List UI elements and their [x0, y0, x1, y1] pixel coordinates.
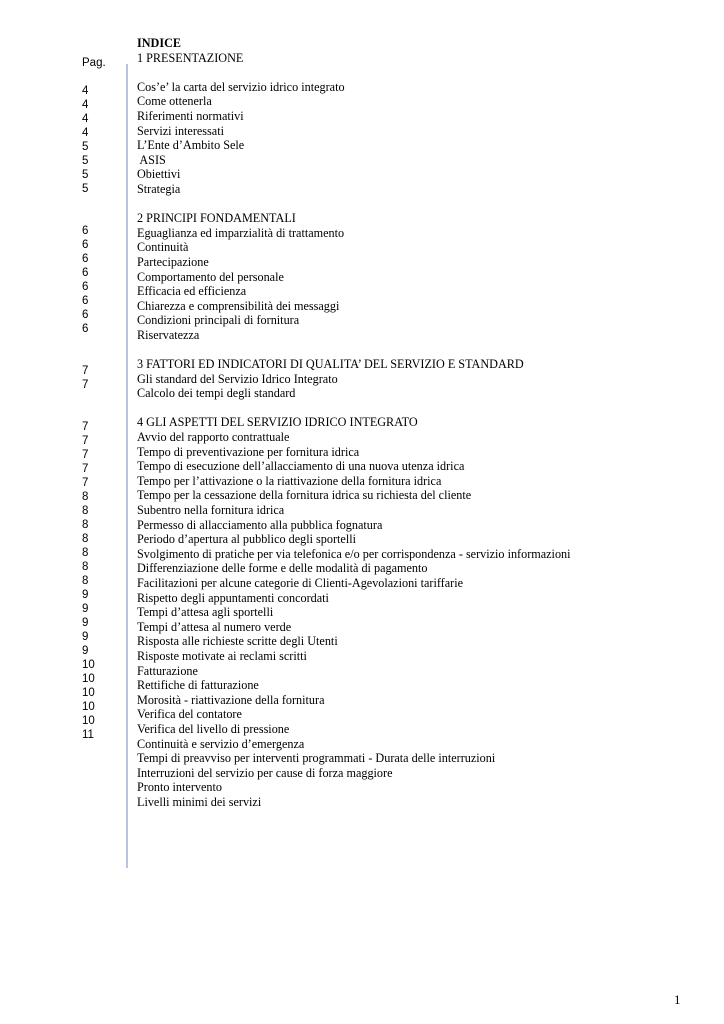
toc-title: INDICE [137, 36, 182, 50]
page-ref: 6 [82, 281, 89, 293]
page-ref: 8 [82, 533, 89, 545]
page-ref: 5 [82, 169, 89, 181]
page-ref: 8 [82, 491, 89, 503]
page-ref [82, 406, 106, 420]
toc-entry[interactable]: 2 PRINCIPI FONDAMENTALI [137, 211, 296, 226]
page-ref: 7 [82, 463, 89, 475]
toc-entry[interactable]: Subentro nella fornitura idrica [137, 503, 285, 517]
toc-entry[interactable]: Risposta alle richieste scritte degli Utenti [137, 634, 338, 649]
page-number-list [82, 84, 106, 741]
page-ref: 6 [82, 225, 89, 237]
toc-entry[interactable]: Tempo per la cessazione della fornitura idrica su richiesta del cliente [137, 488, 472, 503]
toc-entry[interactable]: Cos’e’ la carta del servizio idrico integrato [137, 79, 345, 94]
toc-spacer [137, 342, 571, 357]
toc-entry[interactable]: Riferimenti normativi [137, 108, 244, 123]
page-ref: 6 [82, 309, 89, 321]
page-ref [82, 196, 106, 210]
toc-entries [137, 51, 571, 810]
toc-entry[interactable]: Permesso di allacciamento alla pubblica fognatura [137, 517, 383, 532]
toc-entry[interactable]: ASIS [137, 152, 166, 167]
toc-entry[interactable]: Rispetto degli appuntamenti concordati [137, 590, 329, 605]
toc-entry[interactable]: Pronto intervento [137, 780, 222, 795]
page-ref: 9 [82, 631, 89, 643]
page-ref: 7 [82, 365, 89, 377]
toc-entry[interactable]: Tempi d’attesa agli sportelli [137, 605, 274, 620]
toc-entry[interactable]: Calcolo dei tempi degli standard [137, 386, 296, 401]
page-ref [82, 350, 106, 364]
page-ref: 6 [82, 295, 89, 307]
page-ref [82, 392, 106, 406]
page-ref: 10 [82, 659, 95, 671]
page-ref: 9 [82, 603, 89, 615]
page-ref: 5 [82, 141, 89, 153]
toc-entry[interactable]: Efficacia ed efficienza [137, 284, 247, 299]
page-ref: 7 [82, 421, 89, 433]
page-ref: 7 [82, 477, 89, 489]
page-ref: 4 [82, 99, 89, 111]
page-number-column [82, 56, 106, 741]
toc-entry[interactable]: Tempi di preavviso per interventi programmati - Durata delle interruzioni [137, 751, 496, 766]
toc-entry[interactable]: Verifica del contatore [137, 707, 242, 722]
page-ref: 6 [82, 239, 89, 251]
footer-page-number: 1 [674, 992, 681, 1007]
toc-entry[interactable]: Servizi interessati [137, 123, 224, 138]
page-ref: 4 [82, 127, 89, 139]
toc-spacer [137, 65, 571, 80]
toc-entry[interactable]: Come ottenerla [137, 94, 212, 109]
toc-entry[interactable]: Gli standard del Servizio Idrico Integrato [137, 371, 338, 386]
toc-entry[interactable]: Continuità e servizio d’emergenza [137, 736, 305, 751]
toc-entry[interactable]: L’Ente d’Ambito Sele [137, 138, 245, 153]
page-ref: 10 [82, 701, 95, 713]
toc-entry[interactable]: Partecipazione [137, 254, 209, 269]
page-ref: 9 [82, 645, 89, 657]
page-ref: 8 [82, 505, 89, 517]
toc-entry[interactable]: Tempo di preventivazione per fornitura idrica [137, 444, 360, 459]
page-ref: 8 [82, 547, 89, 559]
page-ref: 10 [82, 687, 95, 699]
page-ref: 11 [82, 729, 94, 741]
table-of-contents [137, 36, 571, 809]
toc-entry[interactable]: Rettifiche di fatturazione [137, 678, 259, 693]
toc-entry[interactable]: Tempo di esecuzione dell’allacciamento di una nuova utenza idrica [137, 459, 465, 474]
toc-entry[interactable]: Comportamento del personale [137, 269, 284, 284]
toc-entry[interactable]: Livelli minimi dei servizi [137, 794, 262, 809]
page-ref: 7 [82, 449, 89, 461]
page-ref: 8 [82, 561, 89, 573]
page-ref: 7 [82, 379, 89, 391]
page-ref: 5 [82, 183, 89, 195]
toc-entry[interactable]: Chiarezza e comprensibilità dei messaggi [137, 298, 340, 313]
toc-entry[interactable]: Morosità - riattivazione della fornitura [137, 692, 325, 707]
toc-entry[interactable]: Avvio del rapporto contrattuale [137, 430, 290, 445]
page-ref: 5 [82, 155, 89, 167]
toc-entry[interactable]: Periodo d’apertura al pubblico degli sportelli [137, 532, 356, 547]
toc-spacer [137, 401, 571, 416]
page-ref: 9 [82, 589, 89, 601]
toc-entry[interactable]: Verifica del livello di pressione [137, 721, 290, 736]
toc-entry[interactable]: Riservatezza [137, 327, 200, 342]
page-ref: 4 [82, 113, 89, 125]
toc-entry[interactable]: Risposte motivate ai reclami scritti [137, 648, 307, 663]
page-ref: 6 [82, 323, 89, 335]
toc-entry[interactable]: Differenziazione delle forme e delle modalità di pagamento [137, 561, 428, 576]
pag-label: Pag. [82, 57, 106, 69]
toc-entry[interactable]: Strategia [137, 181, 181, 196]
toc-entry[interactable]: Tempo per l’attivazione o la riattivazione della fornitura idrica [137, 473, 442, 488]
page-ref: 6 [82, 253, 89, 265]
page-ref: 8 [82, 519, 89, 531]
toc-entry[interactable]: Eguaglianza ed imparzialità di trattamento [137, 225, 345, 240]
toc-entry[interactable]: Tempi d’attesa al numero verde [137, 619, 292, 634]
toc-entry[interactable]: Fatturazione [137, 663, 198, 678]
page-ref [82, 336, 106, 350]
toc-entry[interactable]: Facilitazioni per alcune categorie di Clienti-Agevolazioni tariffarie [137, 575, 463, 590]
page-ref: 8 [82, 575, 89, 587]
page-ref [82, 210, 106, 224]
page-ref: 10 [82, 715, 95, 727]
page-ref: 6 [82, 267, 89, 279]
page-ref: 4 [82, 85, 89, 97]
page-ref: 10 [82, 673, 95, 685]
toc-entry[interactable]: 3 FATTORI ED INDICATORI DI QUALITA’ DEL SERVIZIO E STANDARD [137, 357, 524, 372]
toc-entry[interactable]: 1 PRESENTAZIONE [137, 50, 244, 65]
page-ref: 9 [82, 617, 89, 629]
toc-entry[interactable]: Condizioni principali di fornitura [137, 313, 300, 328]
page-ref: 7 [82, 435, 89, 447]
toc-spacer [137, 197, 571, 212]
toc-entry[interactable]: Svolgimento di pratiche per via telefonica e/o per corrispondenza - servizio informazioni [137, 546, 571, 561]
toc-entry[interactable]: Interruzioni del servizio per cause di forza maggiore [137, 765, 393, 780]
column-divider [126, 64, 128, 868]
toc-entry[interactable]: Continuità [137, 240, 189, 255]
toc-entry[interactable]: 4 GLI ASPETTI DEL SERVIZIO IDRICO INTEGRATO [137, 415, 418, 430]
toc-entry[interactable]: Obiettivi [137, 167, 181, 182]
